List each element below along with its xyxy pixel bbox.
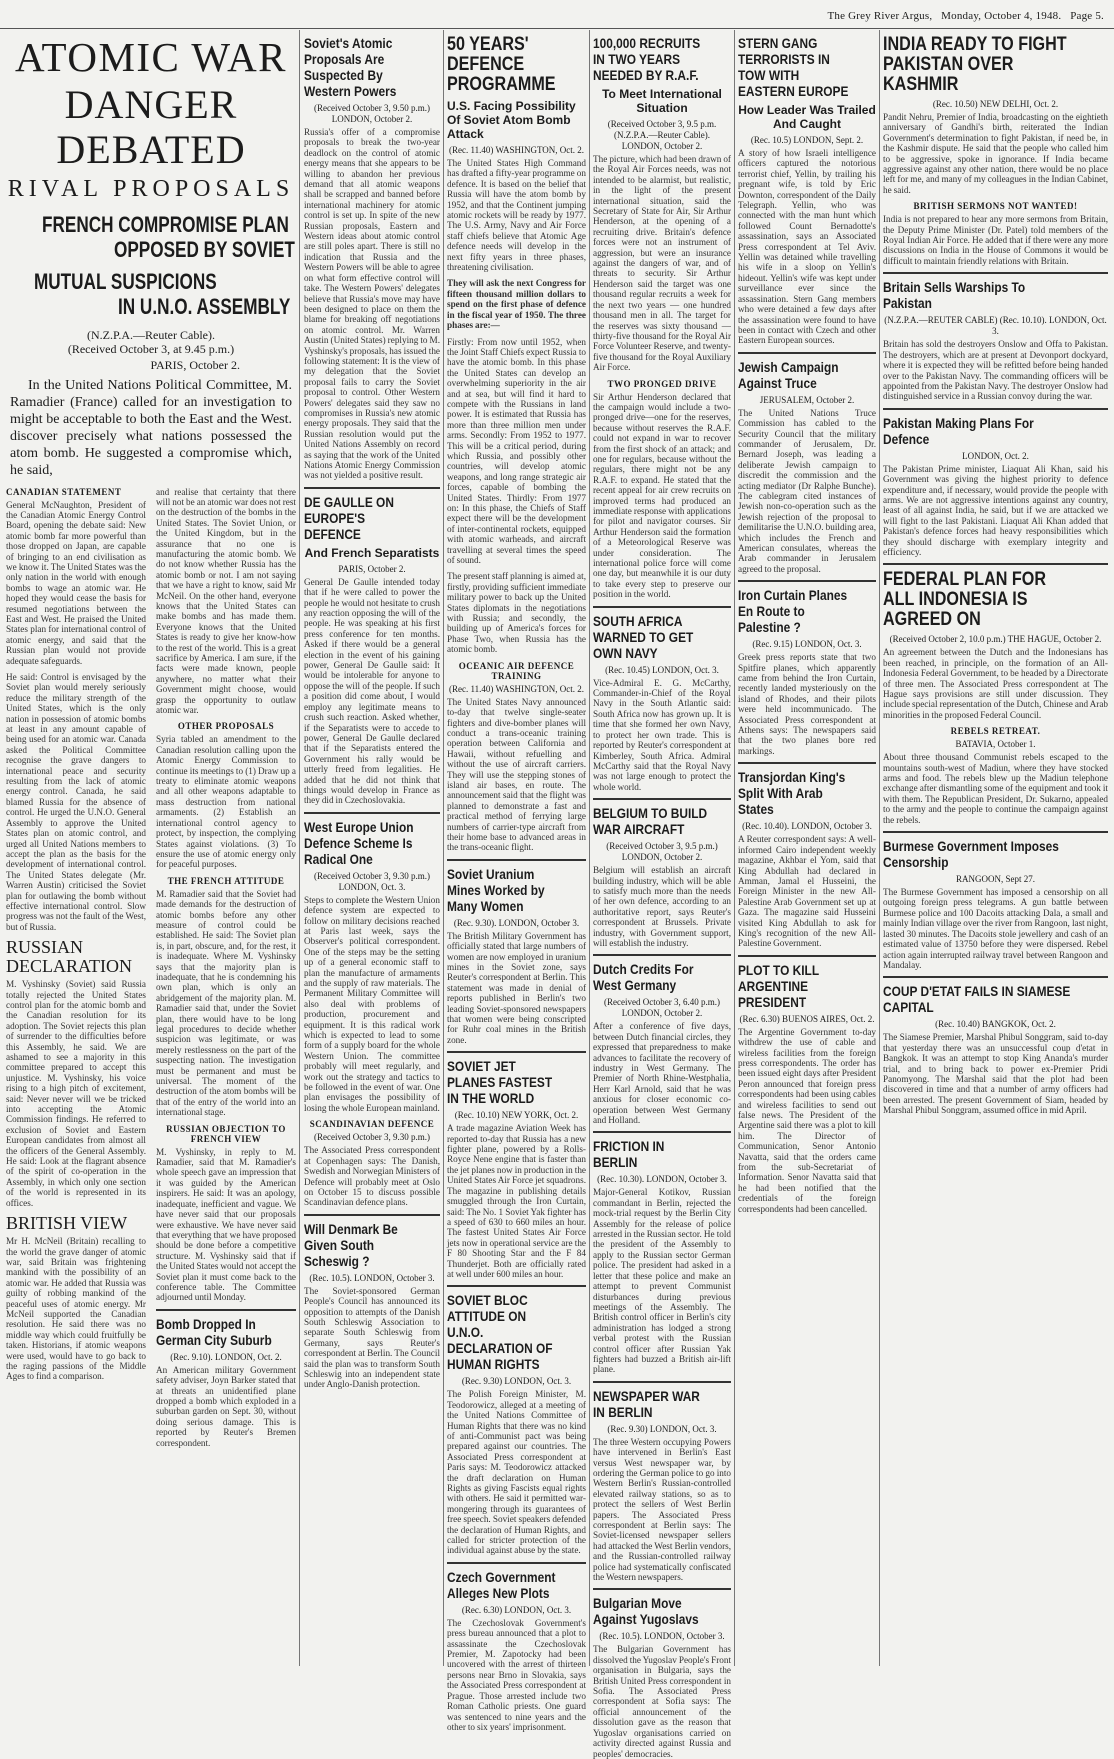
soviet-bloc-headline: SOVIET BLOC ATTITUDE ON U.N.O. DECLARATION OF HUMAN RIGHTS (447, 1292, 553, 1373)
belgium-received: (Received October 3, 9.5 p.m.) LONDON, October 2. (606, 841, 718, 863)
siam-headline: COUP D'ETAT FAILS IN SIAMESE CAPITAL (883, 983, 1071, 1016)
defence-programme-headline: 50 YEARS' DEFENCE PROGRAMME (447, 34, 556, 95)
defence-programme-body4: The present staff planning is aimed at, firstly, providing sufficient immediate military power to back up the United States diplomats in the negotiations with Russia; and secondly, the building up of America's forces for Phase Two, when Russia has the atomic bomb. (447, 571, 586, 655)
jewish-campaign-body: The United Nations Truce Commission has cabled to the Security Council that the military commander of Jerusalem, Dr. Bernard Joseph, was leading a deliberate Jewish campaign to discredit the commission and the acting mediator (Dr Ralphe Bunche). The cablegram cited instances of Jewish non-co-operation such as the Jewish rejection of the proposal to demilitarise the U.N.O. building area, which includes the French and American consulates, whereas the Arab commander in Jerusalem agreed to the proposal. (738, 407, 876, 574)
belgium-body: Belgium will establish an aircraft building industry, which will be able to satisfy much more than the needs of her own defence, according to an authoritative report, says Reuter's correspondent at Brussels. Private industry, with Government support, will establish the industry. (593, 865, 731, 948)
belgium-headline: BELGIUM TO BUILD WAR AIRCRAFT (593, 805, 708, 838)
lead-body-left (6, 485, 146, 1655)
czech-received: (Rec. 6.30) LONDON, Oct. 3. (461, 1604, 572, 1615)
south-africa-body: Vice-Admiral E. G. McCarthy, Commander-in-Chief of the Royal Navy in the South Atlantic said: South Africa now has grown up. It is time that she formed her own Navy, to protect her own trade. This is reported by Reuter's correspondent at Kimberley, South Africa. Admiral McCarthy said that the Royal Navy was not large enough to protect the whole world. (593, 677, 731, 792)
transjordan-body: A Reuter correspondent says: A well-informed Cairo independent weekly magazine, Akhbar el Yom, said that King Abdullah had declared in Amman, Jamal el Husseini, the Foreign Minister in the new All-Palestine Arab Government set up at Gaza. The magazine said Husseini visited King Abdullah to ask for King's recognition of the new All-Palestine Government. (738, 834, 876, 949)
lead-body-b3: M. Ramadier said that the Soviet had made demands for the destruction of atomic bombs before any other measure of control could be established. He said: The Soviet plan is, in part, obscure, and, for the rest, it is inadequate. Where M. Vyshinsky says that the majority plan is inadequate, that he is condemning his own plan, which is only an abridgement of the majority plan. M. Ramadier said that, under the Soviet plan, there would have to be long legal procedures to decide whether suspicion was legitimate, or was merely restlessness on the part of the suspecting nation. The investigation must be permanent and must be universal. The moment of the destruction of the atom bombs will be that of the entry of the world into an international stage. (156, 888, 296, 1118)
india-headline: INDIA READY TO FIGHT PAKISTAN OVER KASHMIR (883, 34, 1067, 95)
lead-body-a3: M. Vyshinsky (Soviet) said Russia totally rejected the United States control plan for the atomic bomb and the Canadian resolution for its adoption. The Soviet rejects this plan of surrender to the difficulties before this Assembly, he said. We are ashamed to see a majority in this committee prepared to accept this unjustice. M. Vyshinsky, his voice rising to a high pitch of excitement, said: Never never will we be tricked into accepting the Atomic Commission findings. He referred to exclusion of Soviet and Eastern European candidates from almost all the officers of the General Assembly. He said: Look at the flagrant absence of the spirit of co-operation in the Assembly, in which only one section of the world is represented in its offices. (6, 979, 146, 1208)
raf-body: The picture, which had been drawn of the Royal Air Forces needs, was not intended to be alarmist, but realistic, in the light of the present international situation, said the Secretary of State for Air, Sir Arthur Henderson, at the opening of a recruiting drive. Britain's defence forces were not an instrument of aggression, but were an insurance against the dangers of war, and of threats to security. Sir Arthur Henderson said the target was one thousand regular recruits a week for the next two years — one hundred thousand men in all. The target for the reserves was sixty thousand — thirty-five thousand for the Royal Air Force Volunteer Reserve, and twenty-five thousand for the Royal Auxiliary Air Force. (593, 154, 731, 373)
lead-body-a2: He said: Control is envisaged by the Soviet plan would merely seriously reduce the military strength of the United States, which is the only nation in possession of atomic bombs at least in any amount capable of being used for an atomic war. Canada asked the Political Committee recognise the grave dangers to international peace and security resulting from the lack of atomic energy control. Canada, he said blamed Russia for the absence of control. He urged the U.N.O. General Assembly to approve the United States plan on atomic control, and urged all United Nations members to accept the plan as the basis for the development of international control. The United States delegate (Mr. Warren Austin) criticised the Soviet plan for outlawing the bomb without effective international control. Slow progress was not the fault of the West, but of Russia. (6, 672, 146, 932)
iron-curtain-body: Greek press reports state that two Spitfire planes, which apparently came from behind the Iron Curtain, recently landed mysteriously on the island of Rhodes, and their pilots were held incommunicado. The Associated Press correspondent at Athens says: The newspapers said that the two planes bore red markings. (738, 652, 876, 756)
british-sermons-subhead: BRITISH SERMONS NOT WANTED! (913, 201, 1078, 212)
defence-programme-body2: They will ask the next Congress for fifteen thousand million dollars to spend on the first phase of defence in the fiscal year of 1950. The three phases are:— (447, 278, 586, 331)
raf-received: (Received October 3, 9.5 p.m. (N.Z.P.A.—Reuter Cable). LONDON, October 2. (607, 119, 717, 151)
raf-subheadline: To Meet International Situation (602, 87, 722, 115)
newspaper-war-received: (Rec. 9.30) LONDON, Oct. 3. (607, 1423, 717, 1434)
subhead-russian-objection: RUSSIAN OBJECTION TO FRENCH VIEW (166, 1123, 286, 1144)
lead-body-b2: Syria tabled an amendment to the Canadian resolution calling upon the Atomic Energy Commission to continue its meetings to (1) Draw up a treaty to eliminate atomic weapons and all other weapons adaptable to mass destruction from national armaments. (2) Establish an international control agency to protect, by inspection, the complying States against violations. (3) To ensure the use of atomic energy only for peaceful purposes. (156, 734, 296, 870)
soviet-proposals-headline: Soviet's Atomic Proposals Are Suspected By Western Powers (304, 35, 397, 99)
lead-headline-line1: ATOMIC WAR (14, 34, 288, 80)
bulgarian-headline: Bulgarian Move Against Yugoslavs (593, 1595, 699, 1628)
jet-planes-headline: SOVIET JET PLANES FASTEST IN THE WORLD (447, 1058, 553, 1107)
oceanic-received: (Rec. 11.40) WASHINGTON, Oct. 2. (448, 683, 585, 694)
newspaper-war-headline: NEWSPAPER WAR IN BERLIN (593, 1387, 700, 1420)
newspaper-war-body: The three Western occupying Powers have intervened in Berlin's East versus West newspaper war, by ordering the German police to go into Western Berlin's Russian-controlled elevated railway stations, so as to protect the sellers of West Berlin papers. The Associated Press correspondent at Berlin says: The Soviet-licensed newspaper sellers had attacked the West Berlin vendors, and the Russian-controlled railway police had systematically confiscated the Western newspapers. (593, 1436, 731, 1583)
south-africa-received: (Rec. 10.45) LONDON, Oct. 3. (605, 664, 719, 675)
scandinavian-received: (Received October 3, 9.30 p.m.) (314, 1132, 430, 1143)
degaulle-headline: DE GAULLE ON EUROPE'S DEFENCE (304, 493, 394, 542)
uranium-headline: Soviet Uranium Mines Worked by Many Women (447, 865, 545, 914)
subhead-russian-declaration: RUSSIAN DECLARATION (6, 937, 132, 977)
column-5 (738, 33, 876, 1667)
dutch-credits-headline: Dutch Credits For West Germany (593, 961, 694, 994)
defence-programme-body3: Firstly: From now until 1952, when the Joint Staff Chiefs expect Russia to have the atomic bomb. In this phase the United States can develop an overwhelming superiority in the air and at sea, but will find it hard to compete with the Russians in land power. It is estimated that Russia has more than three million men under arms. Secondly: From 1952 to 1977. This will be a critical period, during which Russia, and possibly other countries, will develop atomic weapons, and long range strategic air forces, capable of bombing the United States. Thirdly: From 1977 on: In this phase, the Chiefs of Staff expect there will be the development of inter-continental rockets, equipped with atomic warheads, and aircraft travelling at several times the speed of sound. (447, 336, 586, 566)
bulgarian-received: (Rec. 10.5). LONDON, October 3. (599, 1631, 725, 1642)
bulgarian-body: The Bulgarian Government has dissolved the Yugoslav People's Front organisation in Bulgaria, says the British United Press correspondent in Sofia. The Associated Press correspondent at Sofia says: The official announcement of the dissolution gave as the reason that Yugoslav organisations carried on activity directed against Russia and peoples' democracies. (593, 1644, 731, 1759)
argentine-headline: PLOT TO KILL ARGENTINE PRESIDENT (738, 961, 819, 1010)
transjordan-headline: Transjordan King's Split With Arab States (738, 769, 846, 818)
denmark-body: The Soviet-sponsored German People's Council has announced its opposition to attempts of the Danish South Schleswig Association to separate South Schleswig from Germany, says Reuter's correspondent at Berlin. The Council said the plan was to transform South Schleswig into an independent state under Anglo-Danish protection. (304, 1285, 440, 1390)
lead-headline-line2: DANGER DEBATED (56, 82, 246, 172)
denmark-headline: Will Denmark Be Given South Scheswig ? (304, 1220, 398, 1269)
south-africa-headline: SOUTH AFRICA WARNED TO GET OWN NAVY (593, 612, 694, 661)
czech-headline: Czech Government Alleges New Plots (447, 1568, 556, 1601)
lead-body-a4: Mr H. McNeil (Britain) recalling to the world the grave danger of atomic war, said Britain was frightening mankind with the possibility of an atomic war. He added that Russia was guilty of robbing mankind of the peaceful uses of atomic energy. Mr McNeil supported the Canadian resolution. He said there was no middle way which could fruitfully be taken. Historians, if atomic weapons were used, would have to go back to the raging passions of the Middle Ages to find a comparison. (6, 1236, 146, 1382)
degaulle-body: General De Gaulle intended today that if he were called to power the people he would not hesitate to crush any reaction opposing the will of the people. He was speaking at his first press conference for ten months. Asked if there would be a general election in the event of his gaining power, General De Gaulle said: It would be intolerable for anyone to oppose the will of the people. If such a position did come about, I would employ any legitimate means to crush such reaction. Asked whether, if the Separatists were to accede to power, General De Gaulle declared that if the Separatists entered the Government his rally would be utterly freed from legalities. He added that he did not think that things would develop in France as they did in Czechoslovakia. (304, 576, 440, 806)
czech-body: The Czechoslovak Government's press bureau announced that a plot to assassinate the Czechoslovak Premier, M. Zapotocky had been uncovered with the arrest of thirteen persons near Brno in Slovakia, says the Associated Press correspondent at Prague. Those arrested include two Roman Catholic priests. One guard was sentenced to nine years and the other to six years' imprisonment. (447, 1617, 586, 1732)
jet-planes-body: A trade magazine Aviation Week has reported to-day that Russia has a new fighter plane, powered by a Rolls-Royce Nene engine that is faster than the jet planes now in production in the United States Air Force jet squadrons. The magazine in publishing details smuggled through the Iron Curtain, said: The No. 1 Soviet Yak fighter has a speed of 630 to 660 miles an hour. The fastest United States Air Force jets now in operational service are the F 80 Shooting Star and the F 84 Thunderjet. Both are officially rated at well under 600 miles an hour. (447, 1123, 587, 1279)
column-rule (589, 30, 590, 1666)
column-4 (593, 33, 731, 1759)
lead-body-a1: General McNaughton, President of the Canadian Atomic Energy Control Board, opening the debate said: New atomic bomb far more powerful than those dropped on Japan, are capable of bringing to an end civilisation as we know it. The United States was the only nation in the world with enough bombs to wage an atomic war. He hoped they would cease the basis for resumed negotiations between the East and West. He praised the United States plan for international control of atomic energy, and said that the Russian plan would not provide adequate safeguards. (6, 499, 146, 666)
subhead-canadian: CANADIAN STATEMENT (6, 486, 122, 497)
lead-headline-line3: RIVAL PROPOSALS (7, 176, 295, 202)
warships-body: Britain has sold the destroyers Onslow and Offa to Pakistan. The destroyers, which are at present at Devonport dockyard, where it is expected they will be refitted before being handed over to the Pakistan Navy. The commanding officers will be appointed from the Pakistan Navy. The destroyer Onslow had distinguished service in a Russian convoy during the war. (883, 339, 1108, 402)
iron-curtain-received: (Rec. 9.15) LONDON, Oct. 3. (752, 639, 862, 650)
jet-planes-received: (Rec. 10.10) NEW YORK, Oct. 2. (454, 1110, 579, 1121)
subhead-other-proposals: OTHER PROPOSALS (177, 721, 275, 732)
pakistan-defence-headline: Pakistan Making Plans For Defence (883, 414, 1034, 447)
lead-body-b1: and realise that certainty that there will not be an atomic war does not rest on the destruction of the bombs in the United States. The Soviet Union, or the United Kingdom, but in the assurance that no one is manufacturing the atomic bomb. We do not know whether Russia has the atomic bomb or not. I am not saying that we have a right to know, said Mr McNeil. On the other hand, everyone knows that the United States can make bombs and has made them. Everyone knows that the United States is ready to give her know-how to the rest of the world. This is a great sacrifice by America. I am sure, if the facts were made known, people anywhere, no matter what their Government might choose, would grasp the opportunity to outlaw atomic war. (156, 486, 296, 716)
denmark-received: (Rec. 10.5). LONDON, October 3. (309, 1272, 435, 1283)
column-6 (883, 33, 1108, 1667)
column-rule (299, 30, 300, 1666)
raf-subhead: TWO PRONGED DRIVE (607, 378, 717, 389)
soviet-bloc-received: (Rec. 9.30) LONDON, Oct. 3. (461, 1376, 572, 1387)
lead-deck2-line2: IN U.N.O. ASSEMBLY (118, 293, 291, 319)
page-number: Page 5. (1070, 10, 1104, 22)
westeurope-headline: West Europe Union Defence Scheme Is Radical One (304, 818, 414, 867)
uranium-received: (Rec. 9.30). LONDON, October 3. (453, 917, 580, 928)
india-body: Pandit Nehru, Premier of India, broadcasting on the eightieth anniversary of Gandhi's birth, reiterated the Indian Government's determination to fight Pakistan, if need be, in the Kashmir dispute. He said that the people who called him to be aggressive, spoke in ignorance. If India became aggressive against any other nation, there would be no place left for me, and many of my colleagues in the Indian Cabinet, he said. (883, 112, 1108, 195)
column-3 (447, 33, 587, 1732)
siam-received: (Rec. 10.40) BANGKOK, Oct. 2. (935, 1019, 1056, 1030)
lead-intro: In the United Nations Political Committee, M. Ramadier (France) called for an investigation to might be acceptable to both the East and the West. discover precisely what nations possessed the atom bomb. He suggested a compromise which, he said, (10, 377, 292, 478)
lead-body-right (156, 485, 296, 1655)
friction-headline: FRICTION IN BERLIN (593, 1138, 665, 1171)
soviet-proposals-body: Russia's offer of a compromise proposals to break the two-year deadlock on the control of atomic energy means that she appears to be willing to abandon her previous demand that all atomic weapons shall be scrapped and banned before international machinery for atomic control is set up. In spite of the new Russian proposals, Eastern and Western ideas about atomic control are still poles apart. There is still no indication that Russia and the Western Powers will be able to agree on what form effective control will take. The Western Powers' delegates believe that Russia's move may have been designed to place on them the blame for breaking off negotiations on atomic control. Mr. Warren Austin (United States) replying to M. Vyshinsky's proposals, has issued the following statement: It is the view of my delegation that the Soviet proposal fails to carry the Soviet proposal to control. Other Western Powers' delegates said they saw no compromises in Russia's new atomic energy proposals. They said that the Russian resolution would put the United Nations Assembly on record as saying that the work of the United Nations Atomic Energy Commission was not yielded a positive result. (304, 127, 440, 481)
degaulle-subheadline: And French Separatists (304, 545, 440, 560)
westeurope-received: (Received October 3, 9.30 p.m.) LONDON, Oct. 3. (314, 870, 430, 892)
bomb-body: An American military Government safety adviser, Joyn Barker stated that at threats an unidentified plane dropped a bomb which exploded in a suburban garden on Sept. 30, without doing serious damage. This is reported by Reuter's Bremen correspondent. (156, 1364, 296, 1448)
indonesia-headline: FEDERAL PLAN FOR ALL INDONESIA IS AGREED ON (883, 569, 1047, 631)
raf-headline: 100,000 RECRUITS IN TWO YEARS NEEDED BY R.A.F. (593, 35, 701, 83)
warships-received: (N.Z.P.A.—REUTER CABLE) (Rec. 10.10). LONDON, Oct. 3. (884, 315, 1107, 337)
india-received: (Rec. 10.50) NEW DELHI, Oct. 2. (932, 99, 1059, 109)
column-2 (304, 33, 440, 1667)
column-rule (879, 30, 880, 1666)
subhead-british-view: BRITISH VIEW (6, 1213, 128, 1234)
publication-name: The Grey River Argus, (827, 10, 933, 22)
lead-body-b4: M. Vyshinsky, in reply to M. Ramadier, said that M. Ramadier's whole speech gave an impression that it was guided by the American inspirers. He said: It was an apology, inadequate, inefficient and vague. We have never said that our proposals were exhaustive. We have never said that everything that we have proposed should be done before a competitive structure. M. Vyshinsky said that if the United States would not accept the Soviet plan it must come back to the conference table. The Committee adjourned until Monday. (156, 1146, 296, 1303)
friction-received: (Rec. 10.30). LONDON, October 3. (597, 1174, 727, 1185)
siam-body: The Siamese Premier, Marshal Phibul Songgram, said to-day that yesterday there was an unsuccessful coup d'etat in Bangkok. It was an attempt to stop King Ananda's murder trial, and to bring back to power ex-Premier Pridi Panomyong. The Marshal said that the plot had been discovered in time and that a number of army officers had been arrested. The present Government of Siam, headed by Marshal Phibul Songgram, assumed office in mid April. (883, 1032, 1108, 1116)
stern-gang-body: A story of how Israeli intelligence officers captured the notorious terrorist chief, Yellin, by trailing his pregnant wife, is told by Eric Downton, correspondent of the Daily Telegraph. Yellin, who was connected with the man hunt which followed Count Bernadotte's assassination, says an Associated Press correspondent at Tel Aviv. Yellin was detained while travelling his wife in a sloop on Yellin's hideout. Yellin's wife was kept under surveillance ever since the assassination. Stern Gang members who were detained a few days after the assassination were found to have been in contact with Czech and other Eastern European sources. (738, 148, 876, 346)
argentine-body: The Argentine Government to-day withdrew the use of cable and wireless facilities from the foreign press correspondents. The order has been issued eight days after President Peron announced that foreign press correspondents had been using cables and wireless facilities to send out false news. The President of the Argentine said there was a plot to kill him. The Director of Communication, Senor Antonio Navatta, said that the orders came from the sub-Secretariat of Information. Senor Navatta said that he had been notified that the credentials of the foreign correspondents had been cancelled. (738, 1026, 876, 1214)
friction-body: Major-General Kotikov, Russian commandant in Berlin, rejected the mock-trial request by the Berlin City Assembly for the release of police arrested in the Russian sector. He told the president of the Assembly to apply to the Russian sector German police. The president had asked in a letter that these police and make an attempt to prevent Communist disturbances during previous meetings of the Assembly. The British control officer in Berlin's city administration has lodged a strong verbal protest with the Russian control officer after Russian Yak fighters had buzzed a British air-lift plane. (593, 1187, 731, 1375)
subhead-french-attitude: THE FRENCH ATTITUDE (167, 875, 285, 886)
pakistan-defence-dateline: LONDON, Oct. 2. (962, 450, 1029, 461)
stern-gang-subheadline: How Leader Was Trailed And Caught (738, 103, 876, 131)
oceanic-body: The United States Navy announced to-day that twelve single-seater fighters and dive-bomber planes will conduct a trans-oceanic training operation between California and Hawaii, without refuelling and without the use of aircraft carriers. They will use the stepping stones of island air bases, en route. The announcement said that the flight was planned to demonstrate a fast and practical method of ferrying large numbers of carrier-type aircraft from their home base to advanced areas in the trans-oceanic flight. (447, 696, 586, 853)
scandinavian-subhead: SCANDINAVIAN DEFENCE (309, 1119, 435, 1130)
bomb-received: (Rec. 9.10). LONDON, Oct. 2. (170, 1351, 282, 1362)
oceanic-subhead: OCEANIC AIR DEFENCE TRAINING (458, 660, 575, 681)
pakistan-defence-body: The Pakistan Prime minister, Liaquat Ali Khan, said his Government was giving the highest priority to defence expenditure and, if necessary, would provide the people with arms. We are not aggressive intentions against any country, least of all against India, he said, but if we are attacked we will fight to the last Pakistani. Liaquat Ali Khan added that Pakistan's defence forces had heavy responsibilities which they should discharge with exemplary integrity and efficiency. (883, 463, 1108, 557)
warships-headline: Britain Sells Warships To Pakistan (883, 279, 1026, 312)
lead-body (6, 485, 296, 1655)
stern-gang-received: (Rec. 10.5) LONDON, Sept. 2. (750, 135, 864, 145)
lead-deck2-line1: MUTUAL SUSPICIONS (34, 269, 217, 295)
westeurope-body: Steps to complete the Western Union defence system are expected to follow on military decisions reached at Paris last week, says the Observer's political correspondent. One of the steps may be the setting up of a general economic staff to plan the manufacture of armaments and the supply of raw materials. The Permanent Military Committee will also deal with problems of production, procurement and equipment. It is this radical work which is expected to lead to some form of a supply board for the whole Western Union. The committee probably will meet regularly, and work out the strategy and tactics to be followed in the event of war. One plan envisages the possibility of losing the whole European mainland. (304, 894, 440, 1113)
jewish-campaign-dateline: JERUSALEM, October 2. (759, 394, 855, 405)
defence-programme-body1: The United States High Command has drafted a fifty-year programme on defence. It is based on the belief that Russia will have the atom bomb by 1952, and that the Continent jumping atomic rockets will be ready by 1977. The U.S. Army, Navy and Air Force staff chiefs believe that Atomic Age defence needs will develop in the next fifty years in three phases, threatening civilisation. (447, 158, 586, 273)
stern-gang-headline: STERN GANG TERRORISTS IN TOW WITH EASTERN EUROPE (738, 35, 849, 99)
defence-programme-subheadline: U.S. Facing Possibility Of Soviet Atom Bomb Attack (447, 99, 576, 141)
raf-body2: Sir Arthur Henderson declared that the campaign would include a two-pronged drive—one for the reserves, because without reserves the R.A.F. could not expand in war to recover from the first shock of an attack; and one for regulars, because without the regulars, there might not be any R.A.F. to expand. He stated that the recent appeal for air crew recruits on improved terms had produced an immediate response with applications for pilot and navigator courses. Sir Arthur Henderson said the formation of a Meteorological Reserve was under consideration. The international police force will come one day, but meanwhile it is our duty to take every step to preserve our position in the world. (593, 391, 731, 600)
bomb-headline: Bomb Dropped In German City Suburb (156, 1315, 272, 1348)
dutch-credits-received: (Received October 3, 6.40 p.m.) LONDON, October 2. (604, 997, 720, 1019)
masthead (0, 0, 1114, 29)
rebels-subhead: REBELS RETREAT. (950, 726, 1041, 737)
lead-credit: (N.Z.P.A.—Reuter Cable). (87, 327, 215, 342)
indonesia-body: An agreement between the Dutch and the Indonesians has been reached, in principle, on the formation of an All-Indonesia Federal Government, to be headed by a Directorate of three men. The Associated Press correspondent at The Hague says provisions are still under discussion. They include special representation of the Dutch, Chinese and Arab minorities in the proposed Federal Council. (883, 647, 1108, 720)
india-body2: India is not prepared to hear any more sermons from Britain, the Deputy Prime Minister (Dr. Patel) told members of the Royal Indian Air Force. He added that if there were any more discussions on India in the House of Commons it would be difficult to maintain friendly relations with Britain. (883, 214, 1108, 266)
defence-programme-received: (Rec. 11.40) WASHINGTON, Oct. 2. (448, 145, 585, 155)
scandinavian-body: The Associated Press correspondent at Copenhagen says: The Danish, Swedish and Norwegian Ministers of Defence will probably meet at Oslo on October 15 to discuss possible Scandinavian defence plans. (304, 1145, 440, 1208)
column-rule (734, 30, 735, 1666)
transjordan-received: (Rec. 10.40). LONDON, October 3. (742, 821, 872, 832)
burmese-dateline: RANGOON, Sept 27. (955, 874, 1035, 885)
lead-deck1-line2: OPPOSED BY SOVIET (114, 236, 295, 262)
dutch-credits-body: After a conference of five days, between Dutch financial circles, they expressed that preparedness to make advances to facilitate the recovery of industry in West Germany. The Premier of North Rhine-Westphalia, Herr Karl Arnold, said that he was anxious for closer economic co-operation between West Germany and Holland. (593, 1021, 731, 1126)
rebels-dateline: BATAVIA, October 1. (955, 739, 1036, 750)
lead-deck1-line1: FRENCH COMPROMISE PLAN (42, 212, 289, 237)
degaulle-dateline: PARIS, October 2. (338, 563, 406, 574)
soviet-proposals-received: (Received October 3, 9.50 p.m.) LONDON, October 2. (314, 103, 430, 124)
rebels-body: About three thousand Communist rebels escaped to the mountains south-west of Madiun, where they have stocked arms and food. The rebels blew up the Madiun telephone exchange after dismantling some of the equipment and took it with them. The Republican President, Dr. Sukarno, appealed to the army and the people to continue the campaign against the rebels. (883, 752, 1108, 825)
lead-received: (Received October 3, at 9.45 p.m.) (67, 341, 235, 356)
iron-curtain-headline: Iron Curtain Planes En Route to Palestine ? (738, 587, 848, 636)
jewish-campaign-headline: Jewish Campaign Against Truce (738, 358, 839, 391)
column-rule (443, 30, 444, 1666)
lead-story-column (6, 33, 296, 1667)
lead-dateline: PARIS, October 2. (150, 357, 240, 372)
burmese-headline: Burmese Government Imposes Censorship (883, 838, 1059, 871)
indonesia-received: (Received October 2, 10.0 p.m.) THE HAGUE, October 2. (889, 634, 1102, 645)
burmese-body: The Burmese Government has imposed a censorship on all outgoing foreign press telegrams. A gun battle between Burmese police and 100 Dacoits attacking Dala, a small and mainly Indian village over the river from Rangoon, last night, lasted 30 minutes. The Dacoits stole jewellery and cash of an estimated value of 13750 before they were dispersed. Rebel action again interrupted railway travel between Rangoon and Mandalay. (883, 887, 1108, 970)
soviet-bloc-body: The Polish Foreign Minister, M. Teodorowicz, alleged at a meeting of the United Nations Committee of Human Rights that there was no kind of anti-Communist pact was being prepared against our countries. The Associated Press correspondent at Paris says: M. Teodorowicz attacked the draft declaration on Human Rights as giving Fascists equal rights with others. He said it permitted war-mongering through its guarantees of free speech. Soviet speakers defended the declaration of Human Rights, and called for stricter protection of the individual against abuse by the state. (447, 1389, 586, 1556)
issue-date: Monday, October 4, 1948. (941, 10, 1062, 22)
masthead-info (827, 10, 1104, 22)
uranium-body: The British Military Government has officially stated that large numbers of women are now employed in uranium mines in the Soviet zone, says Reuter's correspondent at Berlin. This statement was made in denial of reports published in Berlin's two leading Soviet-sponsored newspapers that women were being conscripted for Ruhr coal mines in the British zone. (447, 930, 586, 1045)
argentine-received: (Rec. 6.30) BUENOS AIRES, Oct. 2. (739, 1013, 875, 1024)
